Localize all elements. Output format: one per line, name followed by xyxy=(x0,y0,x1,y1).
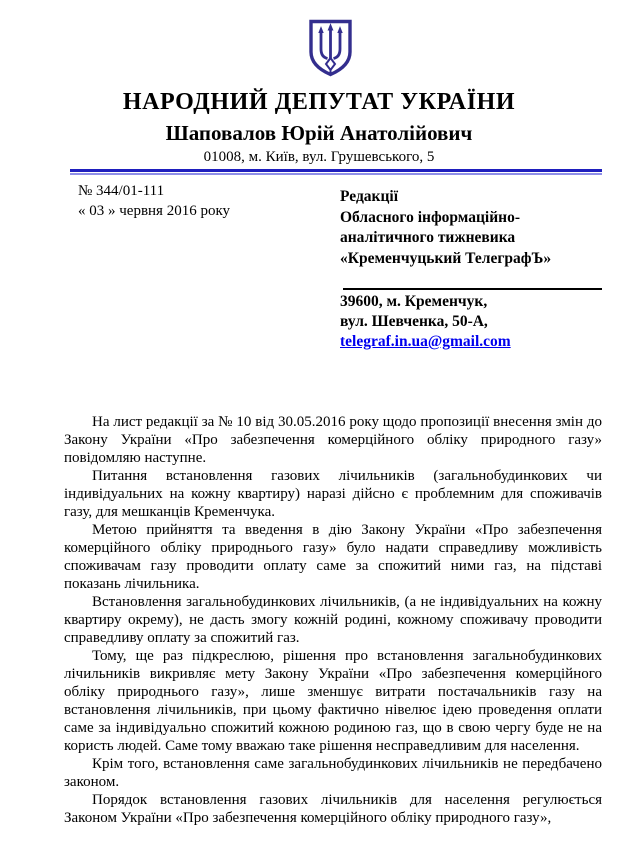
letter-body xyxy=(64,413,602,827)
body-paragraph: Порядок встановлення газових лічильників для населення регулюється Законом України «Про забезпечення комерційного обліку природного газу», xyxy=(64,792,602,826)
recipient-block xyxy=(340,187,604,269)
recipient-line: «Кременчуцький ТелеграфЪ» xyxy=(340,249,552,267)
letterhead-address: 01008, м. Київ, вул. Грушевського, 5 xyxy=(203,149,435,165)
body-paragraph: Метою прийняття та введення в дію Закону України «Про забезпечення комерційного обліку природнього газу» було надати справедливу можливість споживачам газу проводити оплату саме за спожитий ними газ, на підставі показань лічильника. xyxy=(64,522,602,592)
recipient-line: Обласного інформаційно- xyxy=(340,208,521,226)
letterhead-title: НАРОДНИЙ ДЕПУТАТ УКРАЇНИ xyxy=(122,89,516,115)
recipient-line: Редакції xyxy=(340,188,399,205)
body-paragraph: Тому, ще раз підкреслюю, рішення про встановлення загальнобудинкових лічильників викривляє мету Закону України «Про забезпечення комерційного обліку природнього газу», лише зменшує витрати постачальників газу на встановлення лічильників, при цьому фактично нівелює ідею проведення оплати саме за індивідуально спожитий кожною родиною газ, що в свою чергу буде не на користь людей. Саме тому вважаю таке рішення несправедливим для населення. xyxy=(64,648,602,754)
recipient-address-block xyxy=(340,292,604,352)
recipient-address-line: 39600, м. Кременчук, xyxy=(340,293,488,310)
recipient-line: аналітичного тижневика xyxy=(340,229,516,246)
body-paragraph: На лист редакції за № 10 від 30.05.2016 року щодо пропозиції внесення змін до Закону України «Про забезпечення комерційного обліку природного газу» повідомляю наступне. xyxy=(64,414,602,466)
reference-block xyxy=(78,181,230,221)
recipient-address-rule xyxy=(343,288,602,290)
body-paragraph: Крім того, встановлення саме загальнобудинкових лічильників не передбачено законом. xyxy=(64,756,602,790)
letterhead-divider-rule xyxy=(70,169,602,172)
ukraine-trident-emblem-icon xyxy=(308,19,353,77)
body-paragraph: Питання встановлення газових лічильників (загальнобудинкових чи індивідуальних на кожну квартиру) наразі дійсно є проблемним для споживачів газу, для мешканців Кременчука. xyxy=(64,468,602,520)
reference-number: № 344/01-111 xyxy=(78,183,165,199)
reference-date: « 03 » червня 2016 року xyxy=(78,203,231,219)
body-paragraph: Встановлення загальнобудинкових лічильників, (а не індивідуальних на кожну квартиру окрему), не дасть змогу кожній родині, кожному споживачу проводити справедливу оплату за спожитий газ. xyxy=(64,594,602,646)
letterhead-deputy-name: Шаповалов Юрій Анатолійович xyxy=(165,121,473,145)
recipient-email-link[interactable]: telegraf.in.ua@gmail.com xyxy=(340,333,511,350)
recipient-address-line: вул. Шевченка, 50-А, xyxy=(340,313,488,330)
